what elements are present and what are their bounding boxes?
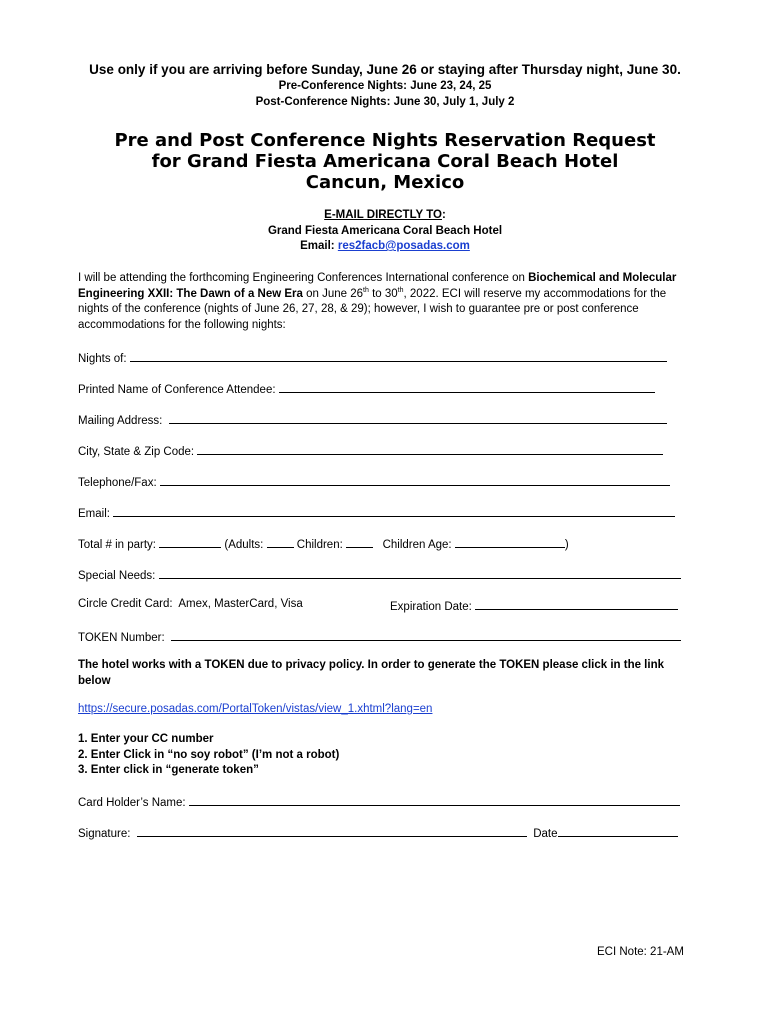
children-input-line[interactable] bbox=[346, 536, 373, 548]
attendee-name-label: Printed Name of Conference Attendee: bbox=[78, 384, 279, 396]
mailing-address-field bbox=[78, 412, 667, 427]
form-title bbox=[0, 130, 770, 193]
intro-paragraph bbox=[78, 271, 698, 333]
pre-conference-nights: Pre-Conference Nights: June 23, 24, 25 bbox=[278, 80, 492, 92]
card-holder-name-field bbox=[78, 794, 680, 809]
intro-text-3: to 30 bbox=[368, 287, 398, 300]
token-step-2: 2. Enter Click in “no soy robot” (I’m not a robot) bbox=[78, 748, 340, 761]
date-label: Date bbox=[526, 828, 558, 840]
intro-sup-2: th bbox=[397, 286, 404, 294]
attendee-name-field bbox=[78, 381, 655, 396]
email-directly-heading bbox=[0, 209, 770, 221]
title-line-2: for Grand Fiesta Americana Coral Beach Hotel bbox=[151, 151, 619, 172]
city-state-zip-input-line[interactable] bbox=[197, 443, 663, 455]
hotel-email-row bbox=[0, 240, 770, 252]
party-close-paren: ) bbox=[564, 539, 569, 551]
city-state-zip-label: City, State & Zip Code: bbox=[78, 446, 198, 458]
arrival-notice: Use only if you are arriving before Sunday, June 26 or staying after Thursday night, June 30. bbox=[89, 62, 681, 77]
email-label: Email: bbox=[78, 508, 114, 520]
card-holder-name-input-line[interactable] bbox=[189, 794, 680, 806]
hotel-email-label: Email: bbox=[300, 240, 338, 252]
telephone-fax-input-line[interactable] bbox=[160, 474, 670, 486]
expiration-date-input-line[interactable] bbox=[475, 598, 678, 610]
post-conference-nights: Post-Conference Nights: June 30, July 1, July 2 bbox=[255, 96, 515, 108]
party-total-label: Total # in party: bbox=[78, 539, 160, 551]
conference-name: Biochemical and Molecular Engineering XXII: The Dawn of a New Era bbox=[78, 272, 677, 300]
nights-label: Nights of: bbox=[78, 353, 130, 365]
credit-card-field bbox=[78, 598, 303, 610]
token-step-1: 1. Enter your CC number bbox=[78, 733, 214, 745]
hotel-name: Grand Fiesta Americana Coral Beach Hotel bbox=[267, 225, 503, 237]
token-number-field bbox=[78, 629, 681, 644]
telephone-fax-label: Telephone/Fax: bbox=[78, 477, 160, 489]
email-directly-colon: : bbox=[441, 209, 446, 221]
token-number-label: TOKEN Number: bbox=[78, 632, 172, 644]
title-line-3: Cancun, Mexico bbox=[305, 172, 465, 193]
email-input-line[interactable] bbox=[113, 505, 675, 517]
children-age-input-line[interactable] bbox=[455, 536, 565, 548]
nights-input-line[interactable] bbox=[130, 350, 667, 362]
token-step-3: 3. Enter click in “generate token” bbox=[78, 764, 259, 776]
city-state-zip-field bbox=[78, 443, 663, 458]
special-needs-input-line[interactable] bbox=[159, 567, 681, 579]
signature-date-field bbox=[78, 825, 678, 840]
mailing-address-input-line[interactable] bbox=[169, 412, 667, 424]
intro-sup-1: th bbox=[363, 286, 369, 294]
signature-label: Signature: bbox=[78, 828, 137, 840]
token-portal-link[interactable]: https://secure.posadas.com/PortalToken/vistas/view_1.xhtml?lang=en bbox=[78, 703, 433, 715]
party-size-field bbox=[78, 536, 569, 551]
children-age-label: Children Age: bbox=[373, 539, 455, 551]
card-holder-name-label: Card Holder’s Name: bbox=[78, 797, 189, 809]
attendee-name-input-line[interactable] bbox=[279, 381, 655, 393]
special-needs-field bbox=[78, 567, 681, 582]
mailing-address-label: Mailing Address: bbox=[78, 415, 169, 427]
eci-note: ECI Note: 21-AM bbox=[597, 946, 684, 958]
special-needs-label: Special Needs: bbox=[78, 570, 159, 582]
token-link-row bbox=[78, 703, 432, 715]
token-steps-list bbox=[78, 732, 339, 779]
telephone-fax-field bbox=[78, 474, 670, 489]
intro-text-2: on June 26 bbox=[302, 287, 364, 300]
credit-card-label: Circle Credit Card: Amex, MasterCard, Visa bbox=[78, 598, 303, 610]
expiration-date-label: Expiration Date: bbox=[390, 601, 476, 613]
intro-text-1: I will be attending the forthcoming Engineering Conferences International conference on bbox=[78, 272, 529, 284]
intro-text-4: , 2022. ECI will reserve my accommodations for the nights of the conference (nights of June 26, 27, 28, & 29); however, I wish to guarantee pre or post conference accommodations for the following nights: bbox=[78, 287, 667, 331]
token-number-input-line[interactable] bbox=[171, 629, 681, 641]
expiration-date-field bbox=[390, 598, 678, 613]
hotel-email-link[interactable]: res2facb@posadas.com bbox=[337, 240, 470, 252]
adults-label: (Adults: bbox=[221, 539, 267, 551]
token-instructions: The hotel works with a TOKEN due to privacy policy. In order to generate the TOKEN please click in the link below bbox=[78, 659, 664, 687]
adults-input-line[interactable] bbox=[267, 536, 294, 548]
party-total-input-line[interactable] bbox=[159, 536, 221, 548]
children-label: Children: bbox=[293, 539, 346, 551]
email-directly-label: E-MAIL DIRECTLY TO bbox=[324, 209, 442, 221]
nights-field bbox=[78, 350, 667, 365]
signature-input-line[interactable] bbox=[137, 825, 527, 837]
email-field bbox=[78, 505, 675, 520]
title-line-1: Pre and Post Conference Nights Reservation Request bbox=[114, 130, 656, 151]
date-input-line[interactable] bbox=[558, 825, 678, 837]
